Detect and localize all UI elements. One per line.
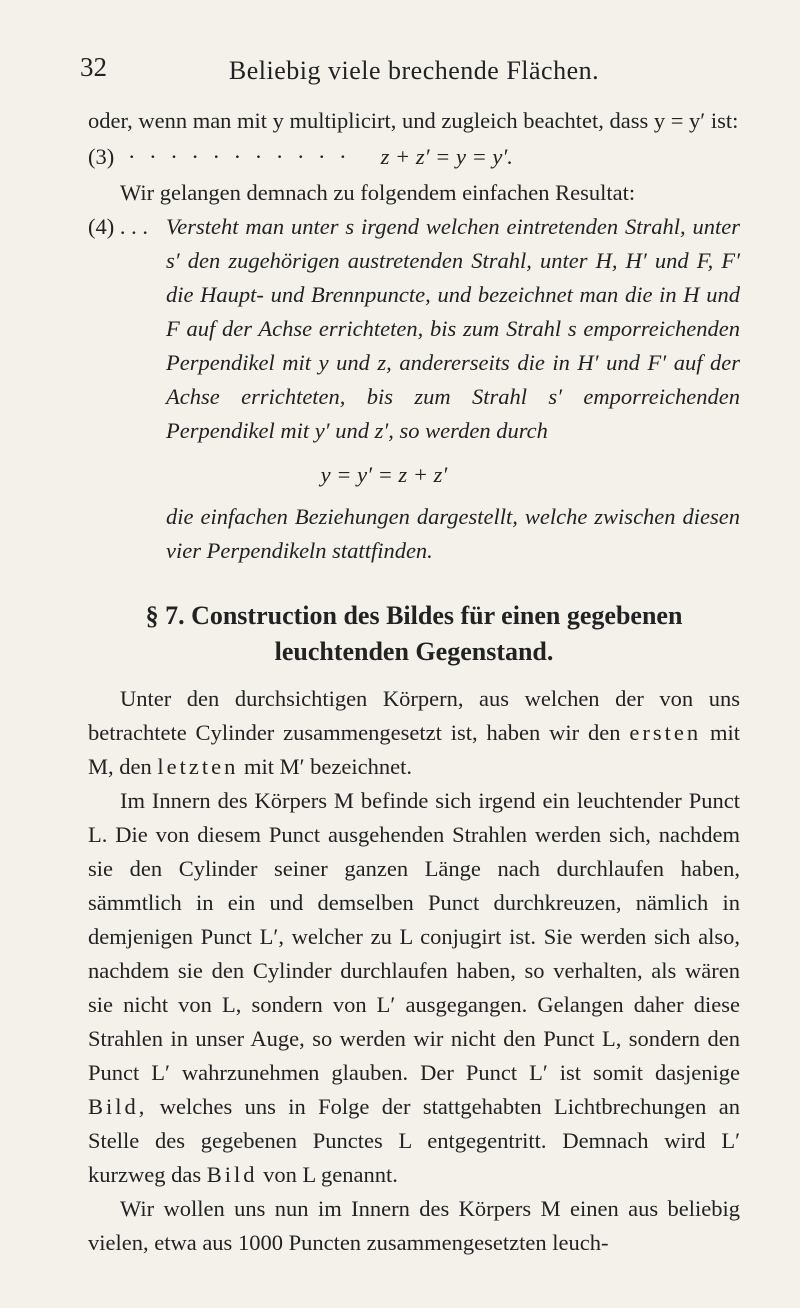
paragraph-result: Wir gelangen demnach zu folgendem einfachen Resultat: [120, 180, 636, 205]
equation-leader-dots: · · · · · · · · · · · [128, 144, 351, 169]
equation-number: (3) [88, 144, 115, 169]
equation-formula: z + z′ = y = y′. [380, 144, 513, 169]
section-heading [88, 598, 740, 670]
emphasis-bild-2: Bild [206, 1162, 258, 1187]
emphasis-letzten: letzten [157, 754, 239, 779]
proposition-text: Versteht man unter s irgend welchen eintretenden Strahl, unter s′ den zugehörigen austretenden Strahl, unter H, H′ und F, F′ die Haupt- und Brennpuncte, und bezeichnet man die in H und F auf der Achse errichteten, bis zum Strahl s emporreichenden Perpendikel mit y und z, andererseits die in H′ und F′ auf der Achse errichteten, bis zum Strahl s′ emporreichenden Perpendikel mit y′ und z′, so werden durch [166, 214, 740, 443]
paragraph-bodies: Unter den durchsichtigen Körpern, aus welchen der von uns betrachtete Cylinder zusammengesetzt ist, haben wir den ersten mit M, den letzten mit M′ bezeichnet. [88, 686, 741, 779]
page-body [88, 104, 740, 1260]
proposition-4 [88, 210, 740, 448]
proposition-conclusion: die einfachen Beziehungen dargestellt, welche zwischen diesen vier Perpendikeln stattfinden. [166, 504, 740, 563]
centered-equation: y = y′ = z + z′ [320, 462, 448, 487]
equation-3 [88, 140, 740, 174]
emphasis-ersten: ersten [629, 720, 702, 745]
proposition-number: (4) . . . [88, 214, 148, 239]
section-heading-line-1: § 7. Construction des Bildes für einen gegebenen [145, 601, 683, 630]
emphasis-bild: Bild, [88, 1094, 148, 1119]
page-number: 32 [80, 52, 107, 82]
paragraph-intro: oder, wenn man mit y multiplicirt, und zugleich beachtet, dass y = y′ ist: [88, 108, 739, 133]
paragraph-continuation: Wir wollen uns nun im Innern des Körpers M einen aus beliebig vielen, etwa aus 1000 Puncten zusammengesetzten leuch- [88, 1196, 740, 1255]
page-header [80, 52, 740, 96]
paragraph-luminous-point: Im Innern des Körpers M befinde sich irgend ein leuchtender Punct L. Die von diesem Punct ausgehenden Strahlen werden sich, nachdem sie den Cylinder seiner ganzen Länge nach durchlaufen haben, sämmtlich in ein und demselben Punct durchkreuzen, nämlich in demjenigen Punct L′, welcher zu L conjugirt ist. Sie werden sich also, nachdem sie den Cylinder durchlaufen haben, so verhalten, als wären sie nicht von L, sondern von L′ ausgegangen. Gelangen daher diese Strahlen in unser Auge, so werden wir nicht den Punct L, sondern den Punct L′ wahrzunehmen glauben. Der Punct L′ ist somit dasjenige Bild, welches uns in Folge der stattgehabten Lichtbrechungen an Stelle des gegebenen Punctes L entgegentritt. Demnach wird L′ kurzweg das Bild von L genannt. [88, 788, 741, 1187]
running-title: Beliebig viele brechende Flächen. [228, 56, 600, 85]
section-heading-line-2: leuchtenden Gegenstand. [274, 637, 554, 666]
